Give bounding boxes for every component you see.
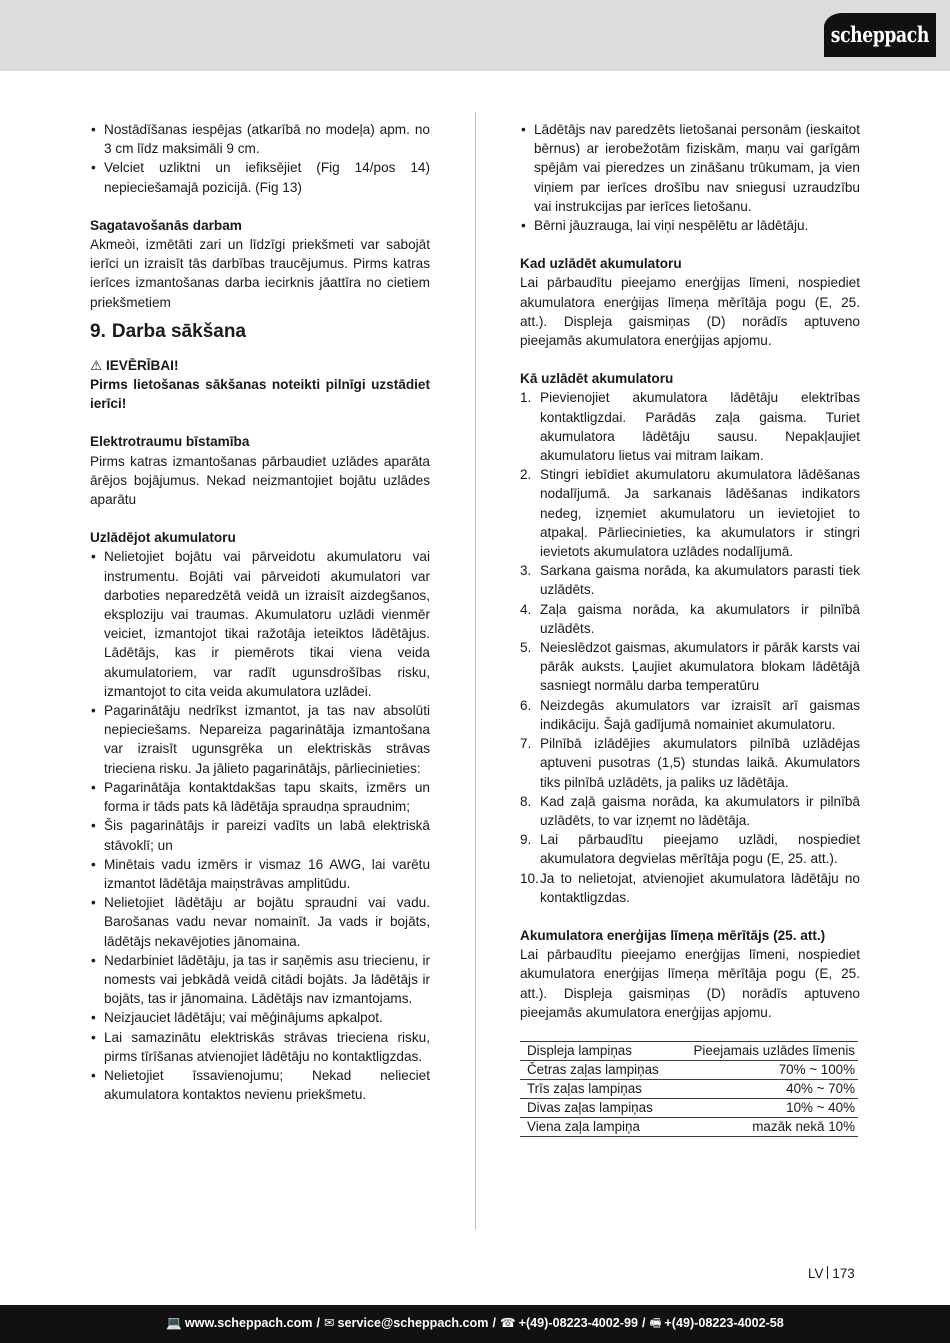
- step-text: Zaļa gaisma norāda, ka akumulators ir pilnībā uzlādēts.: [540, 601, 860, 636]
- table-header-row: [520, 1041, 858, 1060]
- check-heading: Kad uzlādēt akumulatoru: [520, 256, 682, 272]
- step-text: Sarkana gaisma norāda, ka akumulators parasti tiek uzlādēts.: [540, 563, 860, 598]
- table-header: Displeja lampiņas: [520, 1041, 673, 1060]
- page-number-value: 173: [832, 1266, 855, 1281]
- table-cell: 70% ~ 100%: [673, 1060, 858, 1079]
- table-cell: Trīs zaļas lampiņas: [520, 1079, 673, 1098]
- table-header: Pieejamais uzlādes līmenis: [673, 1041, 858, 1060]
- table-row: [520, 1079, 858, 1098]
- list-item: • Pagarinātāja kontaktdakšas tapu skaits, izmērs un forma ir tāds pats kā lādētāja spraudņa spraudnim;: [90, 778, 430, 816]
- howto-heading: Kā uzlādēt akumulatoru: [520, 371, 674, 387]
- list-item: [520, 734, 860, 792]
- column-divider: [475, 112, 476, 1230]
- check-text: Lai pārbaudītu pieejamo enerģijas līmeni, nospiediet akumulatora enerģijas līmeņa mērītāja pogu (E, 25. att.). Displeja gaismiņas (D) norādīs aptuveno pieejamās akumulatora enerģijas apjomu.: [520, 275, 860, 349]
- list-item: [520, 388, 860, 465]
- step-number: 8.: [520, 793, 532, 809]
- warning-heading: ⚠ IEVĒRĪBAI!: [90, 357, 179, 373]
- page-language: LV: [808, 1266, 824, 1281]
- list-item: • Lai samazinātu elektriskās strāvas trieciena risku, pirms tīrīšanas atvienojiet lādētāju no kontaktligzdas.: [90, 1028, 430, 1066]
- list-item: • Bērni jāuzrauga, lai viņi nespēlētu ar lādētāju.: [520, 216, 860, 235]
- table-cell: Viena zaļa lampiņa: [520, 1117, 673, 1136]
- step-number: 10.: [520, 870, 539, 886]
- list-item: • Nelietojiet bojātu vai pārveidotu akumulatoru vai instrumentu. Bojāti vai pārveidoti akumulatori var darboties neparedzētā veidā un izraisīt aizdegšanos, eksploziju vai traumas. Akumulatoru uzlādi vienmēr veiciet, izmantojot tikai ražotāja ieteiktos lādētājus. Lādētājs, kas ir piemērots tikai viena veida akumulatoriem, var radīt ugunsdrošības risku, izmantojot to cita veida akumulatora uzlādei.: [90, 547, 430, 701]
- charging-bullet-list: [90, 547, 430, 1104]
- table-cell: mazāk nekā 10%: [673, 1117, 858, 1136]
- list-item: • Velciet uzliktni un iefiksējiet (Fig 14/pos 14) nepieciešamajā pozicijā. (Fig 13): [90, 158, 430, 196]
- charge-level-table: [520, 1041, 858, 1137]
- fax-icon: 🖷: [649, 1316, 662, 1331]
- step-number: 4.: [520, 601, 532, 617]
- page-number: [808, 1265, 855, 1283]
- prep-heading: Sagatavošanās darbam: [90, 217, 242, 233]
- list-item: • Nostādīšanas iespējas (atkarībā no modeļa) apm. no 3 cm līdz maksimāli 9 cm.: [90, 120, 430, 158]
- list-item: [520, 561, 860, 599]
- scheppach-logo: [824, 13, 936, 57]
- table-cell: 40% ~ 70%: [673, 1079, 858, 1098]
- computer-icon: 💻: [166, 1316, 182, 1331]
- list-item: [520, 638, 860, 696]
- list-item: • Nelietojiet īssavienojumu; Nekad nelieciet akumulatora kontaktos nevienu priekšmetu.: [90, 1066, 430, 1104]
- table-row: [520, 1060, 858, 1079]
- table-cell: Divas zaļas lampiņas: [520, 1098, 673, 1117]
- footer-phone: +(49)-08223-4002-99: [518, 1316, 639, 1331]
- list-item: [520, 600, 860, 638]
- logo-text: scheppach: [830, 22, 930, 48]
- charging-heading: Uzlādējot akumulatoru: [90, 530, 236, 546]
- list-item: • Neizjauciet lādētāju; vai mēģinājums apkalpot.: [90, 1008, 430, 1027]
- list-item: [520, 869, 860, 907]
- list-item: • Lādētājs nav paredzēts lietošanai personām (ieskaitot bērnus) ar ierobežotām fiziskām, maņu vai garīgām spējām vai pieredzes un zināšanu trūkumam, ja vien viņiem par ierīces drošību nav sniegusi uzraudzību vai instrukcijas par ierīces lietošanu.: [520, 120, 860, 216]
- step-text: Pievienojiet akumulatora lādētāju elektrības kontaktligzdai. Parādās zaļa gaisma. Turiet akumulatora lādētāju sausu. Nepakļaujiet akumulatoru lietus vai mitram laikam.: [540, 390, 860, 464]
- step-text: Ja to nelietojat, atvienojiet akumulatora lādētāju no kontaktligzdas.: [540, 870, 860, 905]
- mail-icon: ✉: [323, 1316, 335, 1331]
- intro-bullet-list: [520, 120, 860, 235]
- step-number: 5.: [520, 640, 532, 656]
- right-column: [520, 120, 860, 1137]
- prep-text: Akmeòi, izmētāti zari un līdzīgi priekšmeti var sabojāt ierīci un izraisīt tās darbības traucējumus. Pirms katras ierīces izmantošanas darba iecirknis jāattīra no cietiem priekšmetiem: [90, 237, 430, 310]
- step-number: 6.: [520, 697, 532, 713]
- step-number: 7.: [520, 736, 532, 752]
- footer-fax: +(49)-08223-4002-58: [664, 1316, 784, 1331]
- list-item: • Nelietojiet lādētāju ar bojātu spraudni vai vadu. Barošanas vadu nevar nomainīt. Ja vads ir bojāts, lādētājs nekavējoties jānomaina.: [90, 893, 430, 951]
- header-band: [0, 0, 950, 71]
- list-item: [520, 792, 860, 830]
- step-text: Pilnībā izlādējies akumulators pilnībā uzlādējas aptuveni pusotras (1,5) stundas laikā. Akumulators tiks pilnībā uzlādēts, ja paliks uz lādētāja.: [540, 736, 860, 790]
- warning-text: Pirms lietošanas sākšanas noteikti pilnīgi uzstādiet ierīci!: [90, 377, 430, 412]
- list-item: • Minētais vadu izmērs ir vismaz 16 AWG, lai varētu izmantot lādētāja maiņstrāvas amplitūdu.: [90, 855, 430, 893]
- step-number: 1.: [520, 390, 532, 406]
- list-item: [520, 465, 860, 561]
- section-number: 9.: [90, 320, 106, 342]
- howto-steps: [520, 388, 860, 906]
- list-item: [520, 696, 860, 734]
- step-text: Kad zaļā gaisma norāda, ka akumulators ir pilnībā uzlādēts, to var izņemt no lādētāja.: [540, 793, 860, 828]
- step-text: Lai pārbaudītu pieejamo uzlādi, nospiediet akumulatora degvielas mērītāja pogu (E, 25. att.).: [540, 832, 860, 867]
- footer-band: 💻 www.scheppach.com / ✉ service@scheppach.com / ☎ +(49)-08223-4002-99 / 🖷 +(49)-08223-4002-58: [0, 1305, 950, 1343]
- intro-bullet-list: [90, 120, 430, 197]
- gauge-text: Lai pārbaudītu pieejamo enerģijas līmeni, nospiediet akumulatora enerģijas līmeņa mērītāja pogu (E, 25. att.). Displeja gaismiņas (D) norādīs aptuveno pieejamās akumulatora enerģijas apjomu.: [520, 947, 860, 1020]
- list-item: • Nedarbiniet lādētāju, ja tas ir saņēmis asu triecienu, ir nomests vai jebkādā veidā citādi bojāts. Ja lādētājs ir bojāts, tas ir jānomaina. Lādētājs nav izmantojams.: [90, 951, 430, 1009]
- section-title-text: Darba sākšana: [111, 320, 247, 342]
- table-row: [520, 1098, 858, 1117]
- phone-icon: ☎: [499, 1316, 516, 1331]
- step-text: Stingri iebīdiet akumulatoru akumulatora lādēšanas nodalījumā. Ja sarkanais lādēšanas indikators nedeg, izņemiet akumulatoru un ievietojiet to atpakaļ. Pārliecinieties, ka akumulators ir stingri ievietots akumulatora uzlādes nodalījumā.: [540, 467, 860, 560]
- step-number: 2.: [520, 467, 532, 483]
- table-cell: 10% ~ 40%: [673, 1098, 858, 1117]
- step-number: 9.: [520, 832, 532, 848]
- list-item: • Pagarinātāju nedrīkst izmantot, ja tas nav absolūti nepieciešams. Nepareiza pagarinātāja izmantošana var izraisīt ugunsgrēka un elektriskās strāvas trieciena risku. Ja jālieto pagarinātājs, pārliecinieties:: [90, 701, 430, 778]
- left-column: [90, 120, 430, 1104]
- list-item: [520, 830, 860, 868]
- gauge-heading: Akumulatora enerģijas līmeņa mērītājs (25. att.): [520, 927, 826, 943]
- shock-text: Pirms katras izmantošanas pārbaudiet uzlādes aparāta ārējos bojājumus. Nekad neizmantojiet bojātu uzlādes aparātu: [90, 453, 430, 508]
- step-text: Neizdegās akumulators var izraisīt arī gaismas indikāciju. Šajā gadījumā nomainiet akumulatoru.: [540, 697, 860, 732]
- step-text: Neieslēdzot gaismas, akumulators ir pārāk karsts vai pārāk auksts. Ļaujiet akumulatora blokam lādētājā sasniegt normālu darba temperatūru: [540, 640, 860, 694]
- footer-website-link[interactable]: www.scheppach.com: [184, 1316, 313, 1331]
- shock-heading: Elektrotraumu bīstamība: [90, 434, 250, 450]
- section-title: [90, 320, 430, 344]
- table-row: [520, 1117, 858, 1136]
- list-item: • Šis pagarinātājs ir pareizi vadīts un labā elektriskā stāvoklī; un: [90, 816, 430, 854]
- footer-email-link[interactable]: service@scheppach.com: [337, 1316, 489, 1331]
- table-cell: Četras zaļas lampiņas: [520, 1060, 673, 1079]
- step-number: 3.: [520, 563, 532, 579]
